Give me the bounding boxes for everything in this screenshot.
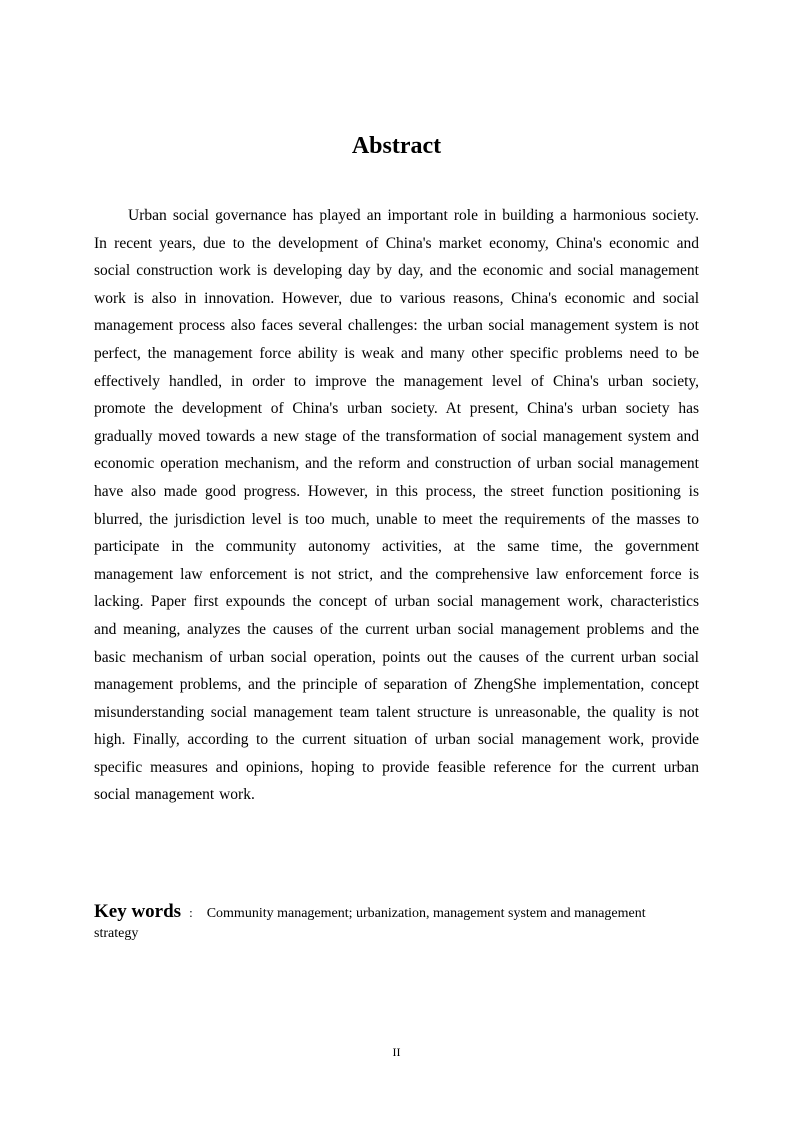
keywords-separator: :: [189, 905, 193, 920]
page-number: II: [392, 1045, 401, 1059]
keywords-label: Key words: [94, 901, 182, 922]
keywords-text-line2: strategy: [94, 926, 139, 941]
abstract-title: Abstract: [351, 133, 442, 159]
keywords-first-line: [94, 901, 704, 925]
keywords-text-line1: Community management; urbanization, management system and management: [206, 906, 646, 921]
keywords-section: [94, 901, 704, 945]
abstract-body: Urban social governance has played an important role in building a harmonious society. In recent years, due to the development of China's market economy, China's economic and social construction work is developing day by day, and the economic and social management work is also in innovation. However, due to various reasons, China's economic and social management process also faces several challenges: the urban social management system is not perfect, the management force ability is weak and many other specific problems need to be effectively handled, in order to improve the management level of China's urban society, promote the development of China's urban society. At present, China's urban society has gradually moved towards a new stage of the transformation of social management system and economic operation mechanism, and the reform and construction of urban social management have also made good progress. However, in this process, the street function positioning is blurred, the jurisdiction level is too much, unable to meet the requirements of the masses to participate in the community autonomy activities, at the same time, the government management law enforcement is not strict, and the comprehensive law enforcement force is lacking. Paper first expounds the concept of urban social management work, characteristics and meaning, analyzes the causes of the current urban social management problems and the basic mechanism of urban social operation, points out the causes of the current urban social management problems, and the principle of separation of ZhengShe implementation, concept misunderstanding social management team talent structure is unreasonable, the quality is not high. Finally, according to the current situation of urban social management work, provide specific measures and opinions, hoping to provide feasible reference for the current urban social management work.: [94, 207, 699, 804]
